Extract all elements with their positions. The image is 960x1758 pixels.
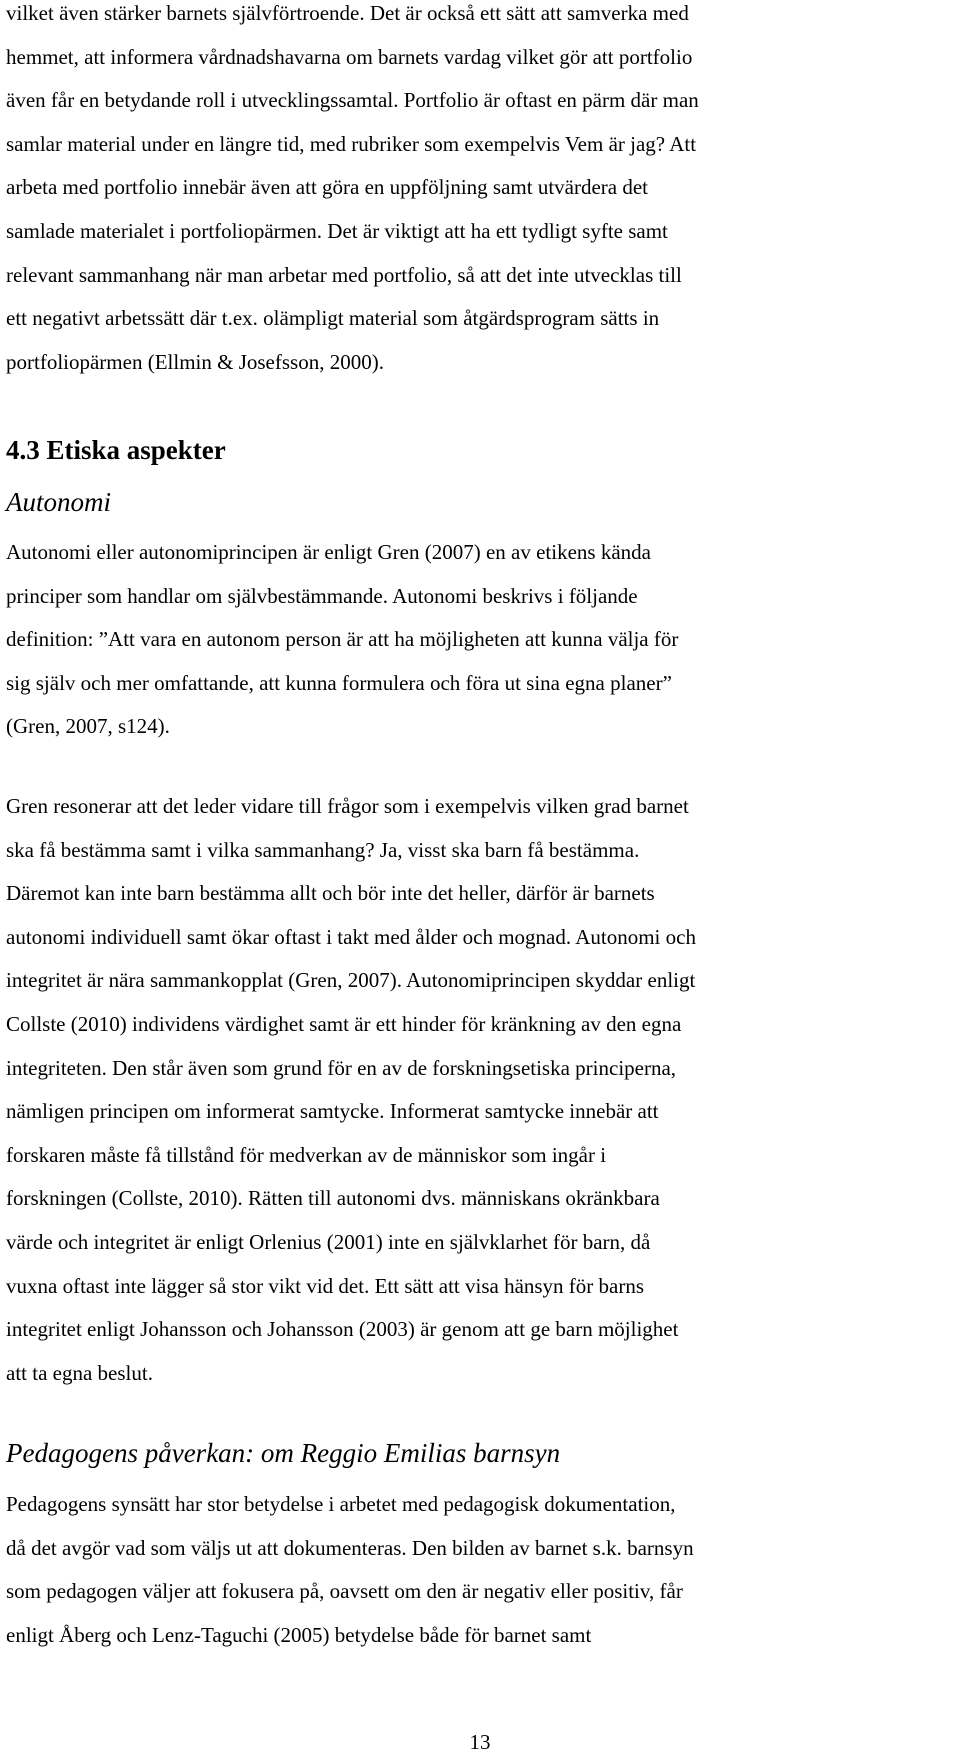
text-line: ska få bestämma samt i vilka sammanhang? Ja, visst ska barn få bestämma.	[6, 837, 640, 862]
text-line: ett negativt arbetssätt där t.ex. olämpligt material som åtgärdsprogram sätts in	[6, 306, 660, 331]
text-line: samlade materialet i portfoliopärmen. Det är viktigt att ha ett tydligt syfte samt	[6, 218, 668, 243]
paragraph-autonomi-definition	[6, 531, 678, 749]
subheading-autonomi: Autonomi	[6, 487, 111, 517]
text-line: samlar material under en längre tid, med rubriker som exempelvis Vem är jag? Att	[6, 131, 697, 156]
text-line: forskaren måste få tillstånd för medverkan av de människor som ingår i	[6, 1142, 607, 1167]
page-number: 13	[469, 1730, 491, 1754]
text-line: som pedagogen väljer att fokusera på, oavsett om den är negativ eller positiv, får	[6, 1579, 683, 1604]
text-line: Gren resonerar att det leder vidare till frågor som i exempelvis vilken grad barnet	[6, 794, 689, 818]
paragraph-portfolio	[6, 0, 699, 384]
text-line: då det avgör vad som väljs ut att dokumenteras. Den bilden av barnet s.k. barnsyn	[6, 1535, 694, 1560]
paragraph-autonomi-discussion	[6, 785, 696, 1395]
text-line: forskningen (Collste, 2010). Rätten till autonomi dvs. människans okränkbara	[6, 1186, 660, 1211]
text-line: Däremot kan inte barn bestämma allt och bör inte det heller, därför är barnets	[6, 881, 655, 906]
subheading-pedagogens-paverkan: Pedagogens påverkan: om Reggio Emilias barnsyn	[6, 1438, 561, 1468]
text-line: arbeta med portfolio innebär även att göra en uppföljning samt utvärdera det	[6, 175, 649, 200]
text-line: integriteten. Den står även som grund för en av de forskningsetiska principerna,	[6, 1055, 677, 1080]
section-heading: 4.3 Etiska aspekter	[6, 435, 226, 465]
text-line: integritet är nära sammankopplat (Gren, 2007). Autonomiprincipen skyddar enligt	[6, 968, 696, 993]
text-line: även får en betydande roll i utvecklingssamtal. Portfolio är oftast en pärm där man	[6, 88, 699, 113]
text-line: vuxna oftast inte lägger så stor vikt vid det. Ett sätt att visa hänsyn för barns	[6, 1273, 645, 1298]
text-line: autonomi individuell samt ökar oftast i takt med ålder och mognad. Autonomi och	[6, 924, 696, 949]
text-line: definition: ”Att vara en autonom person är att ha möjligheten att kunna välja för	[6, 627, 679, 652]
text-line: vilket även stärker barnets självförtroende. Det är också ett sätt att samverka med	[6, 1, 689, 25]
text-line: sig själv och mer omfattande, att kunna formulera och föra ut sina egna planer”	[6, 670, 672, 695]
paragraph-pedagogens-synsatt	[6, 1483, 694, 1657]
text-line: principer som handlar om självbestämmande. Autonomi beskrivs i följande	[6, 583, 638, 608]
text-line: (Gren, 2007, s124).	[6, 714, 170, 739]
text-line: nämligen principen om informerat samtycke. Informerat samtycke innebär att	[6, 1099, 659, 1124]
text-line: enligt Åberg och Lenz-Taguchi (2005) betydelse både för barnet samt	[6, 1622, 592, 1647]
text-line: Collste (2010) individens värdighet samt är ett hinder för kränkning av den egna	[6, 1011, 682, 1036]
text-line: Pedagogens synsätt har stor betydelse i arbetet med pedagogisk dokumentation,	[6, 1492, 676, 1516]
text-line: Autonomi eller autonomiprincipen är enligt Gren (2007) en av etikens kända	[6, 540, 651, 564]
text-line: hemmet, att informera vårdnadshavarna om barnets vardag vilket gör att portfolio	[6, 44, 693, 69]
text-line: portfoliopärmen (Ellmin & Josefsson, 2000).	[6, 349, 384, 374]
text-line: värde och integritet är enligt Orlenius (2001) inte en självklarhet för barn, då	[6, 1229, 651, 1254]
text-line: integritet enligt Johansson och Johansson (2003) är genom att ge barn möjlighet	[6, 1317, 679, 1342]
text-line: att ta egna beslut.	[6, 1360, 153, 1385]
text-line: relevant sammanhang när man arbetar med portfolio, så att det inte utvecklas till	[6, 262, 682, 287]
